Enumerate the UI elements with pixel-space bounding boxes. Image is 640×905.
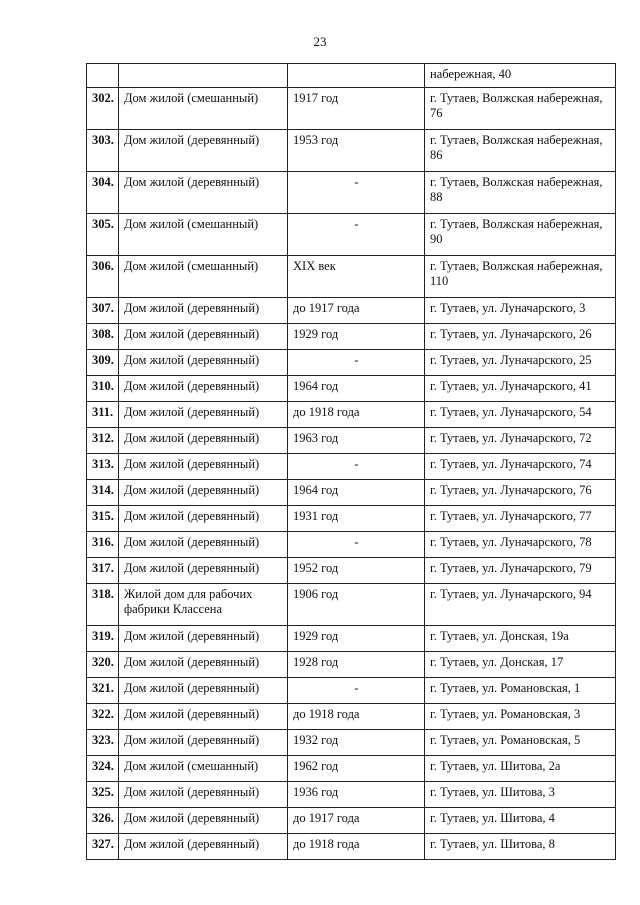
row-number-cell: 316. — [87, 532, 119, 558]
construction-date-cell: XIX век — [288, 256, 425, 298]
construction-date-cell: - — [288, 172, 425, 214]
row-number-cell: 314. — [87, 480, 119, 506]
row-number-cell: 315. — [87, 506, 119, 532]
object-name-cell: Дом жилой (деревянный) — [119, 480, 288, 506]
table-row — [87, 256, 616, 298]
object-name-cell: Дом жилой (деревянный) — [119, 626, 288, 652]
address-cell: г. Тутаев, ул. Луначарского, 41 — [425, 376, 616, 402]
table-row — [87, 782, 616, 808]
address-cell: набережная, 40 — [425, 64, 616, 88]
table-row — [87, 130, 616, 172]
table-row — [87, 584, 616, 626]
object-name-cell: Дом жилой (деревянный) — [119, 730, 288, 756]
address-cell: г. Тутаев, ул. Луначарского, 26 — [425, 324, 616, 350]
construction-date-cell: 1964 год — [288, 376, 425, 402]
object-name-cell: Дом жилой (деревянный) — [119, 704, 288, 730]
construction-date-cell: - — [288, 532, 425, 558]
object-name-cell: Дом жилой (деревянный) — [119, 782, 288, 808]
table-row — [87, 506, 616, 532]
address-cell: г. Тутаев, ул. Романовская, 5 — [425, 730, 616, 756]
address-cell: г. Тутаев, ул. Луначарского, 77 — [425, 506, 616, 532]
object-name-cell: Дом жилой (смешанный) — [119, 88, 288, 130]
address-cell: г. Тутаев, Волжская набережная, 76 — [425, 88, 616, 130]
object-name-cell: Дом жилой (смешанный) — [119, 756, 288, 782]
table-row — [87, 88, 616, 130]
row-number-cell: 309. — [87, 350, 119, 376]
table-row — [87, 402, 616, 428]
row-number-cell: 311. — [87, 402, 119, 428]
address-cell: г. Тутаев, ул. Луначарского, 72 — [425, 428, 616, 454]
address-cell: г. Тутаев, ул. Луначарского, 54 — [425, 402, 616, 428]
row-number-cell: 325. — [87, 782, 119, 808]
construction-date-cell: 1953 год — [288, 130, 425, 172]
table-row — [87, 704, 616, 730]
construction-date-cell: - — [288, 214, 425, 256]
object-name-cell: Дом жилой (деревянный) — [119, 402, 288, 428]
table-row — [87, 64, 616, 88]
address-cell: г. Тутаев, ул. Луначарского, 74 — [425, 454, 616, 480]
table-row — [87, 730, 616, 756]
row-number-cell: 302. — [87, 88, 119, 130]
object-name-cell: Жилой дом для рабочих фабрики Классена — [119, 584, 288, 626]
table-row — [87, 558, 616, 584]
object-name-cell: Дом жилой (деревянный) — [119, 428, 288, 454]
construction-date-cell: до 1917 года — [288, 808, 425, 834]
object-name-cell: Дом жилой (деревянный) — [119, 454, 288, 480]
construction-date-cell — [288, 64, 425, 88]
object-name-cell: Дом жилой (деревянный) — [119, 172, 288, 214]
address-cell: г. Тутаев, ул. Луначарского, 76 — [425, 480, 616, 506]
construction-date-cell: до 1918 года — [288, 402, 425, 428]
object-name-cell: Дом жилой (смешанный) — [119, 214, 288, 256]
object-name-cell: Дом жилой (деревянный) — [119, 652, 288, 678]
address-cell: г. Тутаев, Волжская набережная, 86 — [425, 130, 616, 172]
construction-date-cell: 1962 год — [288, 756, 425, 782]
row-number-cell: 327. — [87, 834, 119, 860]
row-number-cell: 305. — [87, 214, 119, 256]
address-cell: г. Тутаев, ул. Донская, 19а — [425, 626, 616, 652]
table-row — [87, 532, 616, 558]
row-number-cell: 303. — [87, 130, 119, 172]
object-name-cell: Дом жилой (деревянный) — [119, 834, 288, 860]
object-name-cell: Дом жилой (деревянный) — [119, 350, 288, 376]
object-name-cell — [119, 64, 288, 88]
address-cell: г. Тутаев, ул. Луначарского, 78 — [425, 532, 616, 558]
row-number-cell: 324. — [87, 756, 119, 782]
construction-date-cell: до 1918 года — [288, 834, 425, 860]
row-number-cell: 307. — [87, 298, 119, 324]
object-name-cell: Дом жилой (деревянный) — [119, 506, 288, 532]
object-name-cell: Дом жилой (деревянный) — [119, 130, 288, 172]
construction-date-cell: 1929 год — [288, 626, 425, 652]
table-row — [87, 678, 616, 704]
object-name-cell: Дом жилой (смешанный) — [119, 256, 288, 298]
construction-date-cell: 1964 год — [288, 480, 425, 506]
construction-date-cell: 1963 год — [288, 428, 425, 454]
row-number-cell: 304. — [87, 172, 119, 214]
row-number-cell: 318. — [87, 584, 119, 626]
address-cell: г. Тутаев, Волжская набережная, 90 — [425, 214, 616, 256]
object-name-cell: Дом жилой (деревянный) — [119, 532, 288, 558]
construction-date-cell: 1906 год — [288, 584, 425, 626]
row-number-cell: 321. — [87, 678, 119, 704]
construction-date-cell: - — [288, 678, 425, 704]
object-name-cell: Дом жилой (деревянный) — [119, 558, 288, 584]
row-number-cell: 326. — [87, 808, 119, 834]
table-body — [87, 64, 616, 860]
construction-date-cell: - — [288, 454, 425, 480]
object-name-cell: Дом жилой (деревянный) — [119, 324, 288, 350]
address-cell: г. Тутаев, ул. Луначарского, 25 — [425, 350, 616, 376]
row-number-cell: 306. — [87, 256, 119, 298]
row-number-cell: 319. — [87, 626, 119, 652]
row-number-cell: 322. — [87, 704, 119, 730]
address-cell: г. Тутаев, Волжская набережная, 88 — [425, 172, 616, 214]
table-row — [87, 756, 616, 782]
address-cell: г. Тутаев, ул. Шитова, 2а — [425, 756, 616, 782]
table-row — [87, 350, 616, 376]
table-row — [87, 324, 616, 350]
object-name-cell: Дом жилой (деревянный) — [119, 376, 288, 402]
row-number-cell: 317. — [87, 558, 119, 584]
table-row — [87, 652, 616, 678]
page-number: 23 — [313, 34, 327, 49]
table-row — [87, 172, 616, 214]
address-cell: г. Тутаев, ул. Романовская, 3 — [425, 704, 616, 730]
address-cell: г. Тутаев, ул. Шитова, 4 — [425, 808, 616, 834]
heritage-objects-table — [86, 63, 616, 860]
construction-date-cell: 1936 год — [288, 782, 425, 808]
address-cell: г. Тутаев, Волжская набережная, 110 — [425, 256, 616, 298]
table-row — [87, 214, 616, 256]
construction-date-cell: 1928 год — [288, 652, 425, 678]
address-cell: г. Тутаев, ул. Донская, 17 — [425, 652, 616, 678]
table-row — [87, 298, 616, 324]
table-row — [87, 454, 616, 480]
construction-date-cell: 1917 год — [288, 88, 425, 130]
table-row — [87, 808, 616, 834]
construction-date-cell: до 1917 года — [288, 298, 425, 324]
table-row — [87, 376, 616, 402]
row-number-cell: 313. — [87, 454, 119, 480]
row-number-cell: 320. — [87, 652, 119, 678]
address-cell: г. Тутаев, ул. Романовская, 1 — [425, 678, 616, 704]
row-number-cell — [87, 64, 119, 88]
row-number-cell: 312. — [87, 428, 119, 454]
address-cell: г. Тутаев, ул. Луначарского, 3 — [425, 298, 616, 324]
construction-date-cell: 1932 год — [288, 730, 425, 756]
row-number-cell: 308. — [87, 324, 119, 350]
address-cell: г. Тутаев, ул. Шитова, 3 — [425, 782, 616, 808]
table-row — [87, 428, 616, 454]
construction-date-cell: - — [288, 350, 425, 376]
row-number-cell: 323. — [87, 730, 119, 756]
table-row — [87, 626, 616, 652]
object-name-cell: Дом жилой (деревянный) — [119, 678, 288, 704]
object-name-cell: Дом жилой (деревянный) — [119, 298, 288, 324]
address-cell: г. Тутаев, ул. Луначарского, 94 — [425, 584, 616, 626]
construction-date-cell: 1931 год — [288, 506, 425, 532]
construction-date-cell: 1929 год — [288, 324, 425, 350]
construction-date-cell: до 1918 года — [288, 704, 425, 730]
address-cell: г. Тутаев, ул. Луначарского, 79 — [425, 558, 616, 584]
construction-date-cell: 1952 год — [288, 558, 425, 584]
row-number-cell: 310. — [87, 376, 119, 402]
address-cell: г. Тутаев, ул. Шитова, 8 — [425, 834, 616, 860]
table-row — [87, 480, 616, 506]
table-row — [87, 834, 616, 860]
object-name-cell: Дом жилой (деревянный) — [119, 808, 288, 834]
